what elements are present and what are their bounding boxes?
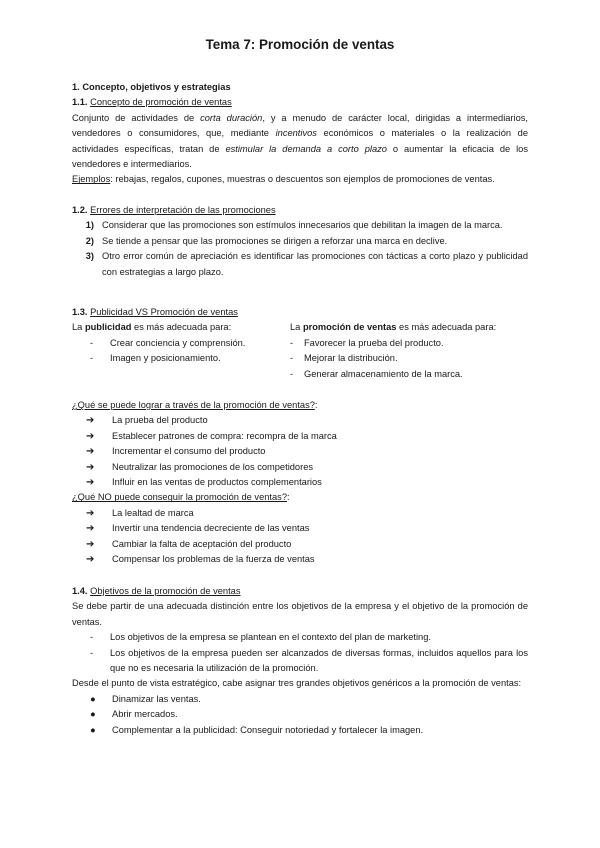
section-1-2-title: Errores de interpretación de las promociones (90, 205, 276, 215)
question-cannot (72, 490, 528, 505)
objectives-dash-item (72, 646, 528, 677)
publicidad-item (72, 351, 290, 366)
definition-text-3: económicos o materiales o la realización de actividades específicas, tratan de (72, 128, 529, 154)
publicidad-heading (72, 320, 290, 335)
objective-bullet (72, 692, 528, 707)
section-1-4 (72, 584, 528, 738)
objective-bullet-text: Abrir mercados. (112, 709, 178, 720)
cannot-item (72, 506, 528, 521)
can-item-text: Incrementar el consumo del producto (112, 446, 266, 457)
objectives-paragraph-1: Se debe partir de una adecuada distinción entre los objetivos de la empresa y el objetivo de la promoción de ventas. (72, 601, 528, 627)
arrow-icon: ➔ (86, 446, 95, 458)
arrow-icon: ➔ (86, 538, 95, 550)
arrow-icon: ➔ (86, 430, 95, 442)
section-1-3 (72, 305, 528, 382)
objective-bullet (72, 723, 528, 738)
section-1-4-title: Objetivos de la promoción de ventas (90, 586, 241, 596)
can-item (72, 460, 528, 475)
error-item (72, 234, 528, 249)
definition-paragraph (72, 111, 528, 173)
can-item (72, 475, 528, 490)
section-1-3-number: 1.3. (72, 307, 88, 317)
dash-marker: - (90, 632, 94, 643)
promocion-item (290, 336, 528, 351)
section-1-3-title: Publicidad VS Promoción de ventas (90, 307, 238, 317)
arrow-icon: ➔ (86, 523, 95, 535)
section-1-4-heading (72, 584, 528, 599)
publicidad-item-text: Crear conciencia y comprensión. (110, 337, 246, 348)
section-1 (72, 80, 528, 188)
publicidad-heading-pre: La (72, 322, 85, 333)
questions-section (72, 398, 528, 567)
promocion-item-text: Generar almacenamiento de la marca. (304, 368, 463, 379)
question-can-text: ¿Qué se puede lograr a través de la promoción de ventas? (72, 400, 315, 410)
objectives-dash-text: Los objetivos de la empresa pueden ser alcanzados de diversas formas, incluidos aquellos para los que no es necesaria la utilización de la promoción. (110, 647, 528, 674)
bullet-icon: ● (90, 709, 96, 720)
page-title: Tema 7: Promoción de ventas (205, 37, 395, 52)
dash-marker: - (90, 353, 94, 364)
dash-marker: - (90, 647, 94, 658)
can-item-text: Establecer patrones de compra: recompra de la marca (112, 430, 337, 441)
promocion-heading (290, 320, 528, 335)
definition-italic-2: incentivos (275, 128, 317, 139)
definition-text-2: , y a menudo de carácter local, dirigidas a intermediarios, vendedores o consumidores, que, mediante (72, 112, 528, 139)
objectives-paragraph-2: Desde el punto de vista estratégico, cabe asignar tres grandes objetivos genéricos a la promoción de ventas: (72, 678, 522, 689)
question-can (72, 398, 528, 413)
definition-italic-3: estimular la demanda a corto plazo (225, 143, 387, 154)
can-item (72, 429, 528, 444)
question-cannot-text: ¿Qué NO puede conseguir la promoción de ventas? (72, 492, 287, 503)
can-item-text: Influir en las ventas de productos complementarios (112, 477, 322, 488)
examples-line (72, 172, 528, 187)
cannot-item-text: Invertir una tendencia decreciente de las ventas (112, 523, 310, 534)
can-item (72, 413, 528, 428)
promocion-item (290, 367, 528, 382)
dash-marker: - (90, 337, 94, 348)
section-1-1-title: Concepto de promoción de ventas (90, 97, 232, 108)
objectives-dash-item (72, 630, 528, 645)
section-1-2-number: 1.2. (72, 205, 88, 215)
promocion-heading-bold: promoción de ventas (302, 322, 397, 333)
question-cannot-colon: : (287, 492, 290, 503)
error-text: Se tiende a pensar que las promociones se dirigen a reforzar una marca en declive. (102, 235, 448, 246)
error-marker: 3) (85, 251, 94, 262)
promocion-item-text: Mejorar la distribución. (304, 353, 398, 364)
section-1-1-number: 1.1. (72, 97, 88, 108)
comparison-columns (72, 320, 528, 382)
publicidad-item (72, 336, 290, 351)
section-1-1-heading (72, 95, 528, 110)
promocion-heading-pre: La (290, 322, 303, 333)
objective-bullet (72, 707, 528, 722)
promocion-column (290, 320, 528, 382)
arrow-icon: ➔ (86, 477, 95, 489)
publicidad-item-text: Imagen y posicionamiento. (110, 353, 221, 364)
question-can-colon: : (314, 400, 318, 410)
section-1-heading: 1. Concepto, objetivos y estrategias (72, 82, 231, 92)
cannot-item-text: La lealtad de marca (112, 507, 194, 518)
section-1-2-heading (72, 203, 528, 218)
publicidad-heading-bold: publicidad (84, 322, 132, 333)
objective-bullet-text: Dinamizar las ventas. (112, 693, 201, 704)
dash-marker: - (290, 353, 294, 364)
cannot-item (72, 537, 528, 552)
promocion-heading-post: es más adecuada para: (396, 322, 497, 333)
can-item-text: La prueba del producto (112, 415, 208, 426)
promocion-item-text: Favorecer la prueba del producto. (304, 337, 444, 348)
definition-text-1: Conjunto de actividades de (72, 112, 201, 123)
error-item (72, 218, 528, 233)
dash-marker: - (290, 368, 294, 379)
cannot-item-text: Compensar los problemas de la fuerza de ventas (112, 554, 315, 565)
cannot-item (72, 552, 528, 567)
section-1-2 (72, 203, 528, 280)
error-text: Considerar que las promociones son estímulos innecesarios que debilitan la imagen de la marca. (102, 220, 503, 231)
examples-text: : rebajas, regalos, cupones, muestras o descuentos son ejemplos de promociones de ventas. (110, 174, 495, 185)
arrow-icon: ➔ (86, 415, 95, 427)
definition-italic-1: corta duración (200, 112, 263, 123)
error-text: Otro error común de apreciación es identificar las promociones con tácticas a corto plazo y publicidad con estrategias a largo plazo. (102, 251, 528, 277)
cannot-item (72, 521, 528, 536)
bullet-icon: ● (90, 724, 96, 735)
section-1-3-heading (72, 305, 528, 320)
bullet-icon: ● (90, 693, 96, 704)
definition-text-4: o aumentar la eficacia de los vendedores e intermediarios. (72, 143, 528, 170)
error-marker: 1) (85, 220, 94, 231)
can-item-text: Neutralizar las promociones de los competidores (112, 461, 314, 472)
examples-label: Ejemplos (72, 174, 111, 185)
promocion-item (290, 351, 528, 366)
error-marker: 2) (85, 235, 94, 246)
dash-marker: - (290, 337, 294, 348)
cannot-item-text: Cambiar la falta de aceptación del producto (112, 538, 292, 549)
publicidad-heading-post: es más adecuada para: (131, 322, 232, 333)
section-1-4-number: 1.4. (72, 586, 88, 596)
error-item (72, 249, 528, 280)
can-item (72, 444, 528, 459)
publicidad-column (72, 320, 290, 382)
arrow-icon: ➔ (86, 507, 95, 519)
arrow-icon: ➔ (86, 461, 95, 473)
arrow-icon: ➔ (86, 554, 95, 566)
objective-bullet-text: Complementar a la publicidad: Conseguir notoriedad y fortalecer la imagen. (112, 724, 424, 735)
objectives-dash-text: Los objetivos de la empresa se plantean en el contexto del plan de marketing. (110, 632, 431, 643)
